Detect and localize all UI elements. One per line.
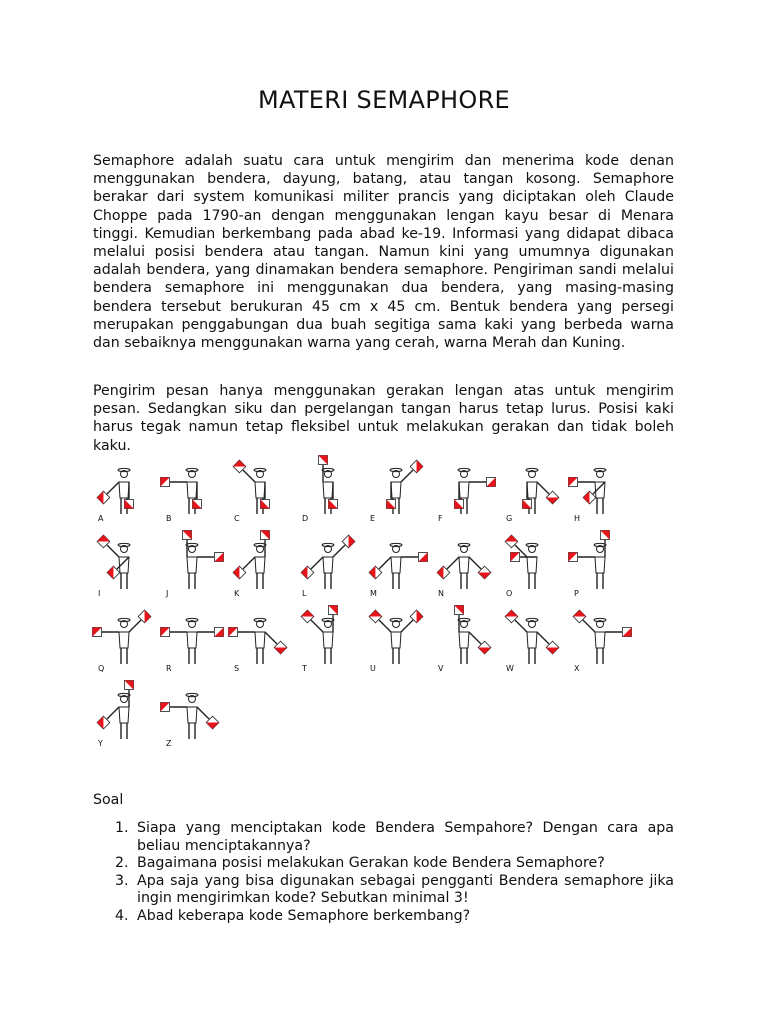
semaphore-figure-j [158, 531, 226, 603]
semaphore-figure-z [158, 681, 226, 753]
figure-letter-label: J [166, 589, 169, 598]
list-item [93, 908, 674, 926]
semaphore-figure-y [90, 681, 158, 753]
semaphore-figure-q [90, 606, 158, 678]
figure-letter-label: F [438, 514, 443, 523]
figure-letter-label: X [574, 664, 580, 673]
semaphore-figure-i [90, 531, 158, 603]
figure-letter-label: K [234, 589, 240, 598]
figure-letter-label: W [506, 664, 514, 673]
question-text: Apa saja yang bisa digunakan sebagai pengganti Bendera semaphore jika ingin mengirimkan kode? Sebutkan minimal 3! [137, 872, 674, 907]
figure-letter-label: V [438, 664, 444, 673]
intro-paragraph: Semaphore adalah suatu cara untuk mengirim dan menerima kode denan menggunakan bendera, dayung, batang, atau tangan kosong. Semaphore berakar dari system komunikasi militer prancis yang diciptakan oleh Claude Choppe pada 1790-an dengan menggunakan lengan kayu besar di Menara tinggi. Kemudian berkembang pada abad ke-19. Informasi yang didapat dibaca melalui posisi bendera atau tangan. Namun kini yang umumnya digunakan adalah bendera, yang dinamakan bendera semaphore. Pengiriman sandi melalui bendera semaphore ini menggunakan dua bendera, yang masing-masing bendera tersebut berukuran 45 cm x 45 cm. Bentuk bendera yang persegi merupakan penggabungan dua buah segitiga sama kaki yang berbeda warna dan sebaiknya menggunakan warna yang cerah, warna Merah dan Kuning. [93, 153, 674, 352]
semaphore-figure-f [430, 456, 498, 528]
figure-letter-label: O [506, 589, 513, 598]
figure-letter-label: H [574, 514, 581, 523]
semaphore-figure-e [362, 456, 430, 528]
figure-letter-label: D [302, 514, 309, 523]
semaphore-figure-t [294, 606, 362, 678]
figure-letter-label: Y [98, 739, 103, 748]
movement-paragraph: Pengirim pesan hanya menggunakan gerakan lengan atas untuk mengirim pesan. Sedangkan siku dan pergelangan tangan harus tetap lurus. Posisi kaki harus tegak namun tetap fleksibel untuk melakukan gerakan dan tidak boleh kaku. [93, 383, 674, 454]
question-number: 1. [115, 820, 129, 836]
figure-letter-label: B [166, 514, 172, 523]
semaphore-figure-u [362, 606, 430, 678]
semaphore-alphabet-chart [90, 456, 650, 756]
figure-letter-label: C [234, 514, 240, 523]
figure-letter-label: G [506, 514, 513, 523]
semaphore-figure-k [226, 531, 294, 603]
figure-letter-label: A [98, 514, 104, 523]
page-title: MATERI SEMAPHORE [257, 86, 511, 114]
figure-letter-label: E [370, 514, 376, 523]
list-item [93, 820, 674, 855]
figure-letter-label: U [370, 664, 376, 673]
questions-heading: Soal [93, 792, 124, 808]
question-text: Siapa yang menciptakan kode Bendera Sempahore? Dengan cara apa beliau menciptakannya? [137, 820, 674, 854]
figure-letter-label: P [574, 589, 579, 598]
semaphore-figure-m [362, 531, 430, 603]
semaphore-figure-l [294, 531, 362, 603]
semaphore-figure-c [226, 456, 294, 528]
figure-letter-label: R [166, 664, 172, 673]
semaphore-figure-a [90, 456, 158, 528]
question-text: Abad keberapa kode Semaphore berkembang? [137, 907, 471, 924]
question-text: Bagaimana posisi melakukan Gerakan kode Bendera Semaphore? [137, 855, 605, 872]
semaphore-figure-h [566, 456, 634, 528]
semaphore-figure-b [158, 456, 226, 528]
figure-letter-label: T [302, 664, 307, 673]
figure-letter-label: I [98, 589, 101, 598]
figure-letter-label: M [370, 589, 377, 598]
list-item [93, 855, 674, 873]
list-item [93, 873, 674, 908]
question-list [93, 820, 674, 926]
question-number: 3. [115, 872, 129, 889]
figure-letter-label: L [302, 589, 307, 598]
semaphore-figure-p [566, 531, 634, 603]
semaphore-figure-o [498, 531, 566, 603]
question-number: 4. [115, 907, 129, 924]
semaphore-figure-d [294, 456, 362, 528]
figure-letter-label: S [234, 664, 240, 673]
figure-letter-label: Z [166, 739, 172, 748]
question-number: 2. [115, 855, 129, 872]
semaphore-figure-w [498, 606, 566, 678]
semaphore-figure-n [430, 531, 498, 603]
semaphore-figure-x [566, 606, 634, 678]
semaphore-figure-g [498, 456, 566, 528]
figure-letter-label: Q [98, 664, 105, 673]
semaphore-figure-s [226, 606, 294, 678]
semaphore-figure-v [430, 606, 498, 678]
figure-letter-label: N [438, 589, 444, 598]
semaphore-figure-r [158, 606, 226, 678]
